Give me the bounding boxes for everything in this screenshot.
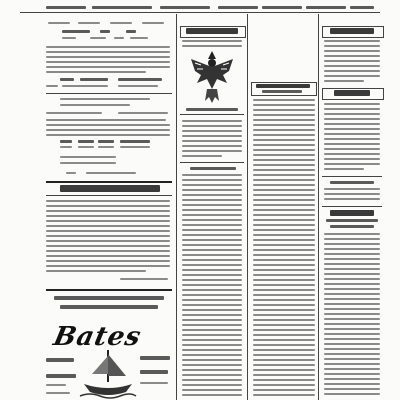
body-text-line (182, 259, 242, 261)
body-text-line (66, 172, 76, 174)
masthead-text (160, 6, 210, 9)
body-text-line (324, 383, 380, 385)
body-text-line (253, 359, 315, 361)
advertisement-rule (46, 289, 172, 291)
body-text-line (118, 112, 168, 114)
body-text-line (60, 104, 130, 106)
body-text-line (324, 113, 380, 115)
body-text-line (324, 123, 380, 125)
body-text-line (253, 379, 315, 381)
table-text (100, 30, 110, 33)
body-text-line (253, 249, 315, 251)
body-text-line (253, 209, 315, 211)
table-text (126, 30, 136, 33)
column-header (256, 84, 310, 88)
table-text (62, 85, 108, 87)
body-text-line (253, 289, 315, 291)
advertisement-text (140, 356, 170, 360)
section-rule (46, 181, 172, 183)
body-text-line (120, 278, 168, 280)
body-text-line (60, 162, 116, 164)
body-text-line (182, 324, 242, 326)
body-text-line (253, 179, 315, 181)
body-text-line (253, 149, 315, 151)
body-text-line (46, 205, 170, 207)
body-text-line (253, 394, 315, 396)
body-text-line (182, 264, 242, 266)
table-text (98, 146, 114, 148)
body-text-line (46, 134, 170, 136)
body-text-line (46, 124, 170, 126)
body-text-line (46, 265, 170, 267)
advertisement-headline (60, 305, 158, 309)
body-text-line (46, 240, 170, 242)
masthead-text (46, 6, 86, 9)
body-text-line (253, 229, 315, 231)
body-text-line (253, 109, 315, 111)
body-text-line (182, 389, 242, 391)
body-text-line (46, 250, 170, 252)
body-text-line (324, 45, 380, 47)
section-rule (180, 114, 244, 115)
body-text-line (324, 308, 380, 310)
body-text-line (46, 245, 170, 247)
body-text-line (324, 283, 380, 285)
garuda-emblem (189, 49, 235, 105)
body-text-line (253, 154, 315, 156)
body-text-line (46, 255, 170, 257)
body-text-line (253, 164, 315, 166)
body-text-line (182, 284, 242, 286)
advertisement-text (140, 382, 168, 384)
body-text-line (324, 393, 380, 395)
body-text-line (324, 323, 380, 325)
section-rule (322, 206, 382, 207)
body-text-line (324, 303, 380, 305)
body-text-line (182, 359, 242, 361)
body-text-line (324, 80, 364, 82)
body-text-line (182, 120, 242, 122)
body-text-line (182, 384, 242, 386)
subsection-heading (190, 167, 236, 170)
body-text-line (324, 298, 380, 300)
body-text-line (324, 313, 380, 315)
body-text-line (253, 264, 315, 266)
body-text-line (324, 263, 380, 265)
body-text-line (182, 130, 242, 132)
advertisement-text (46, 392, 70, 394)
body-text-line (253, 299, 315, 301)
body-text-line (324, 50, 380, 52)
body-text-line (182, 219, 242, 221)
body-text-line (324, 378, 380, 380)
body-text-line (46, 220, 170, 222)
body-text-line (253, 294, 315, 296)
body-text-line (324, 60, 380, 62)
body-text-line (182, 125, 242, 127)
body-text-line (324, 163, 380, 165)
body-text-line (46, 200, 170, 202)
body-text-line (182, 254, 242, 256)
column-header (186, 28, 238, 34)
body-text-line (182, 209, 242, 211)
table-text (130, 37, 148, 39)
body-text-line (253, 124, 315, 126)
body-text-line (324, 288, 380, 290)
masthead-text (350, 6, 374, 9)
body-text-line (182, 189, 242, 191)
body-text-line (253, 334, 315, 336)
body-text-line (324, 333, 380, 335)
body-text-line (182, 234, 242, 236)
body-text-line (253, 329, 315, 331)
body-text-line (253, 369, 315, 371)
body-text-line (324, 243, 380, 245)
body-text-line (182, 184, 242, 186)
body-text-line (182, 229, 242, 231)
column-header (262, 90, 302, 93)
body-text-line (324, 358, 380, 360)
body-text-line (182, 244, 242, 246)
body-text-line (182, 249, 242, 251)
body-text-line (182, 155, 222, 157)
table-text (142, 22, 164, 24)
body-text-line (46, 235, 170, 237)
advertisement-text (140, 370, 168, 374)
body-text-line (324, 258, 380, 260)
body-text-line (253, 349, 315, 351)
body-text-line (253, 214, 315, 216)
body-text-line (182, 140, 242, 142)
body-text-line (182, 314, 242, 316)
body-text-line (253, 374, 315, 376)
brand-logo: Bates (50, 322, 145, 352)
body-text-line (253, 194, 315, 196)
table-text (118, 78, 162, 81)
body-text-line (253, 119, 315, 121)
body-text-line (324, 268, 380, 270)
body-text-line (253, 319, 315, 321)
subsection-heading (330, 181, 374, 184)
table-text (48, 22, 70, 24)
table-text (78, 140, 94, 143)
table-text (60, 146, 72, 148)
body-text-line (46, 51, 170, 53)
table-text (80, 78, 108, 81)
body-text-line (324, 338, 380, 340)
body-text-line (86, 172, 136, 174)
body-text-line (46, 210, 170, 212)
body-text-line (46, 129, 170, 131)
body-text-line (182, 299, 242, 301)
body-text-line (253, 284, 315, 286)
body-text-line (182, 279, 242, 281)
body-text-line (253, 314, 315, 316)
body-text-line (46, 230, 170, 232)
section-heading (60, 185, 160, 192)
body-text-line (253, 304, 315, 306)
body-text-line (324, 118, 380, 120)
body-text-line (253, 239, 315, 241)
masthead-text (218, 6, 258, 9)
body-text-line (182, 194, 242, 196)
body-text-line (324, 353, 380, 355)
body-text-line (182, 199, 242, 201)
table-text (60, 78, 74, 81)
body-text-line (46, 225, 170, 227)
body-text-line (324, 388, 380, 390)
body-text-line (182, 294, 242, 296)
section-rule (180, 162, 244, 163)
table-text (114, 37, 124, 39)
body-text-line (182, 40, 242, 42)
body-text-line (182, 179, 242, 181)
body-text-line (324, 158, 380, 160)
body-text-line (324, 198, 380, 200)
masthead-text (262, 6, 302, 9)
table-text (62, 30, 90, 33)
section-rule (46, 93, 172, 94)
body-text-line (182, 135, 242, 137)
advertisement-text (46, 374, 76, 378)
body-text-line (253, 364, 315, 366)
body-text-line (324, 253, 380, 255)
body-text-line (253, 114, 315, 116)
body-text-line (253, 234, 315, 236)
table-text (90, 37, 106, 39)
table-text (60, 140, 72, 143)
body-text-line (324, 128, 380, 130)
body-text-line (324, 318, 380, 320)
body-text-line (324, 108, 380, 110)
body-text-line (46, 46, 170, 48)
section-rule (322, 176, 382, 177)
body-text-line (324, 55, 380, 57)
table-text (110, 22, 132, 24)
table-text (98, 140, 114, 143)
advertisement-headline (54, 296, 164, 300)
body-text-line (253, 204, 315, 206)
body-text-line (182, 309, 242, 311)
body-text-line (182, 354, 242, 356)
body-text-line (253, 344, 315, 346)
body-text-line (253, 104, 315, 106)
body-text-line (324, 193, 380, 195)
body-text-line (60, 98, 150, 100)
body-text-line (182, 224, 242, 226)
ship-illustration (78, 348, 138, 400)
body-text-line (324, 328, 380, 330)
table-text (78, 146, 94, 148)
body-text-line (324, 143, 380, 145)
body-text-line (324, 153, 380, 155)
column-rule (176, 14, 177, 400)
table-text (120, 146, 150, 148)
body-text-line (324, 373, 380, 375)
table-text (120, 140, 150, 143)
body-text-line (324, 343, 380, 345)
body-text-line (46, 71, 146, 73)
body-text-line (46, 260, 170, 262)
body-text-line (253, 259, 315, 261)
body-text-line (253, 339, 315, 341)
body-text-line (182, 364, 242, 366)
body-text-line (182, 174, 242, 176)
body-text-line (253, 384, 315, 386)
body-text-line (324, 103, 380, 105)
section-heading (330, 225, 374, 228)
body-text-line (182, 369, 242, 371)
body-text-line (182, 379, 242, 381)
body-text-line (253, 159, 315, 161)
body-text-line (324, 348, 380, 350)
body-text-line (253, 354, 315, 356)
body-text-line (324, 278, 380, 280)
body-text-line (182, 204, 242, 206)
body-text-line (46, 56, 170, 58)
body-text-line (253, 309, 315, 311)
body-text-line (253, 219, 315, 221)
body-text-line (182, 145, 242, 147)
body-text-line (324, 40, 380, 42)
body-text-line (182, 344, 242, 346)
body-text-line (182, 339, 242, 341)
column-rule (318, 14, 319, 400)
body-text-line (253, 184, 315, 186)
body-text-line (324, 188, 380, 190)
body-text-line (253, 199, 315, 201)
body-text-line (253, 324, 315, 326)
body-text-line (253, 224, 315, 226)
body-text-line (253, 129, 315, 131)
body-text-line (253, 169, 315, 171)
body-text-line (324, 363, 380, 365)
body-text-line (46, 66, 170, 68)
body-text-line (182, 319, 242, 321)
body-text-line (324, 248, 380, 250)
body-text-line (46, 119, 166, 121)
column-rule (247, 14, 248, 400)
body-text-line (46, 270, 146, 272)
body-text-line (324, 273, 380, 275)
body-text-line (182, 334, 242, 336)
masthead-text (306, 6, 346, 9)
body-text-line (182, 304, 242, 306)
body-text-line (46, 61, 170, 63)
body-text-line (324, 293, 380, 295)
emblem-caption (186, 108, 238, 111)
body-text-line (324, 238, 380, 240)
body-text-line (60, 156, 116, 158)
body-text-line (324, 65, 380, 67)
body-text-line (182, 394, 242, 396)
body-text-line (253, 244, 315, 246)
body-text-line (253, 139, 315, 141)
body-text-line (324, 168, 364, 170)
column-header (334, 90, 370, 96)
table-text (62, 37, 76, 39)
body-text-line (182, 214, 242, 216)
body-text-line (46, 112, 102, 114)
body-text-line (182, 45, 242, 47)
body-text-line (324, 233, 380, 235)
body-text-line (182, 349, 242, 351)
body-text-line (253, 99, 315, 101)
body-text-line (324, 75, 380, 77)
body-text-line (253, 389, 315, 391)
body-text-line (253, 279, 315, 281)
section-rule (46, 195, 172, 196)
body-text-line (182, 239, 242, 241)
body-text-line (253, 189, 315, 191)
body-text-line (324, 70, 380, 72)
masthead-text (92, 6, 152, 9)
body-text-line (182, 374, 242, 376)
body-text-line (324, 138, 380, 140)
body-text-line (182, 289, 242, 291)
body-text-line (182, 329, 242, 331)
body-text-line (253, 254, 315, 256)
masthead-rule (20, 12, 380, 13)
section-heading (330, 210, 374, 216)
body-text-line (182, 274, 242, 276)
column-header (330, 28, 374, 34)
section-heading (326, 219, 378, 222)
body-text-line (253, 134, 315, 136)
table-text (118, 85, 158, 87)
body-text-line (253, 269, 315, 271)
body-text-line (182, 150, 242, 152)
body-text-line (253, 144, 315, 146)
body-text-line (253, 174, 315, 176)
body-text-line (324, 133, 380, 135)
body-text-line (324, 148, 380, 150)
body-text-line (253, 274, 315, 276)
table-text (78, 22, 100, 24)
advertisement-text (46, 358, 74, 362)
body-text-line (182, 269, 242, 271)
advertisement-text (46, 384, 66, 386)
body-text-line (324, 368, 380, 370)
table-text (46, 85, 58, 87)
body-text-line (46, 215, 170, 217)
